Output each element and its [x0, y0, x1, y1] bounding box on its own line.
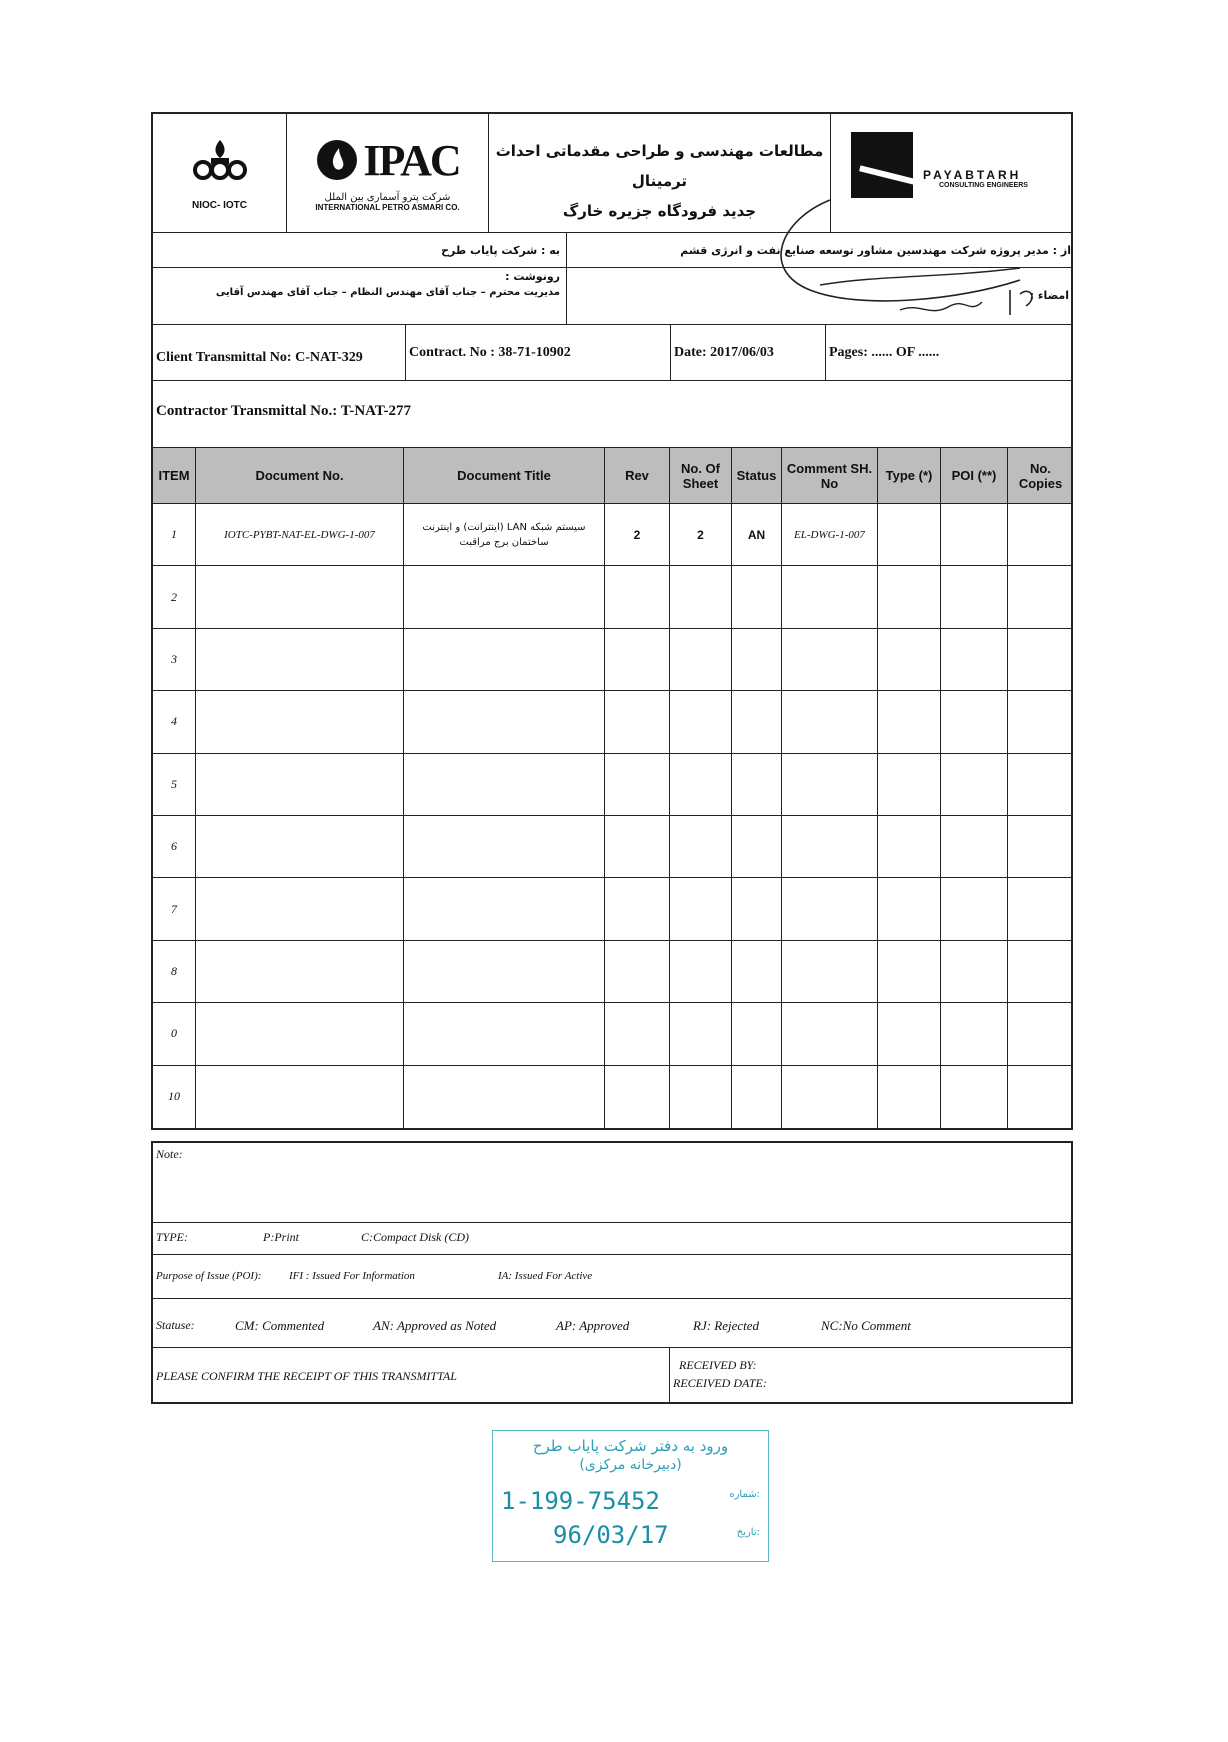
cell-comment	[781, 1003, 877, 1064]
cell-doc-title	[403, 816, 604, 877]
col-comment: Comment SH. No	[781, 448, 877, 503]
cell-poi	[940, 941, 1007, 1002]
cell-doc-title	[403, 1003, 604, 1064]
col-doc-title: Document Title	[403, 448, 604, 503]
cell-item: 3	[171, 651, 177, 666]
note-label: Note:	[156, 1147, 183, 1161]
cell-sheets	[669, 941, 731, 1002]
cell-sheets	[669, 878, 731, 939]
cell-poi	[940, 629, 1007, 690]
cell-comment	[781, 941, 877, 1002]
cell-comment	[781, 816, 877, 877]
cell-rev	[604, 1003, 669, 1064]
table-row	[153, 629, 1071, 691]
ipac-name-fa: شرکت پترو آسماری بین الملل	[324, 191, 451, 203]
cell-item: 8	[171, 963, 177, 978]
signature-label: امضاء :	[566, 268, 1073, 324]
cell-sheets: 2	[669, 504, 731, 565]
cell-sheets	[669, 1003, 731, 1064]
confirm-row	[153, 1348, 1071, 1402]
cell-item: 5	[171, 776, 177, 791]
cell-poi	[940, 816, 1007, 877]
table-row	[153, 691, 1071, 753]
type-print: P:Print	[263, 1230, 299, 1244]
cell-status	[731, 941, 781, 1002]
cell-rev	[604, 691, 669, 752]
notes-block	[151, 1141, 1073, 1404]
poi-row	[153, 1255, 1071, 1299]
cell-comment	[781, 691, 877, 752]
note-row	[153, 1143, 1071, 1223]
cell-comment	[781, 878, 877, 939]
cell-doc-title	[403, 941, 604, 1002]
from-sender: از : مدیر پروژه شرکت مهندسین مشاور توسعه صنایع نفت و انرژی قشم	[566, 233, 1073, 267]
cell-doc-title	[403, 629, 604, 690]
ipac-drop-icon	[315, 138, 359, 182]
status-cm: CM: Commented	[235, 1318, 325, 1333]
table-header	[153, 448, 1071, 504]
cell-type	[877, 1066, 940, 1128]
cell-doc-no	[195, 816, 403, 877]
cell-type	[877, 1003, 940, 1064]
cell-poi	[940, 1003, 1007, 1064]
cell-poi	[940, 878, 1007, 939]
cell-poi	[940, 566, 1007, 627]
status-nc: NC:No Comment	[821, 1318, 911, 1333]
cell-copies	[1007, 878, 1073, 939]
status-row	[153, 1299, 1071, 1348]
cell-item: 2	[171, 589, 177, 604]
status-rj: RJ: Rejected	[693, 1318, 760, 1333]
cell-copies	[1007, 754, 1073, 815]
cell-doc-title	[403, 1066, 604, 1128]
contract-no: Contract. No : 38-71-10902	[405, 325, 670, 380]
payabtarh-mark-icon	[851, 132, 913, 198]
status-ap: AP: Approved	[556, 1318, 630, 1333]
cell-comment	[781, 629, 877, 690]
cell-type	[877, 754, 940, 815]
ipac-name-en: INTERNATIONAL PETRO ASMARI CO.	[315, 202, 460, 212]
cell-copies	[1007, 1003, 1073, 1064]
cell-status	[731, 1066, 781, 1128]
col-poi: POI (**)	[940, 448, 1007, 503]
cell-type	[877, 504, 940, 565]
cell-rev	[604, 941, 669, 1002]
pages: Pages: ...... OF ......	[825, 325, 1073, 380]
cell-copies	[1007, 691, 1073, 752]
confirm-text: PLEASE CONFIRM THE RECEIPT OF THIS TRANSMITTAL	[156, 1369, 457, 1383]
cell-status	[731, 629, 781, 690]
cell-rev	[604, 754, 669, 815]
col-sheets: No. Of Sheet	[669, 448, 731, 503]
cell-rev	[604, 566, 669, 627]
poi-label: Purpose of Issue (POI):	[156, 1270, 262, 1282]
cell-poi	[940, 691, 1007, 752]
cell-doc-title	[403, 691, 604, 752]
cell-doc-no	[195, 941, 403, 1002]
status-an: AN: Approved as Noted	[373, 1318, 497, 1333]
cell-doc-title	[403, 754, 604, 815]
table-row	[153, 566, 1071, 628]
cell-status	[731, 566, 781, 627]
cell-doc-no	[195, 878, 403, 939]
cell-doc-no	[195, 566, 403, 627]
cell-type	[877, 816, 940, 877]
cell-item: 1	[171, 527, 177, 542]
divider	[669, 1348, 670, 1402]
ipac-logo	[286, 114, 488, 232]
stamp-number: 1-199-75452	[501, 1487, 660, 1515]
cell-rev	[604, 1066, 669, 1128]
date: Date: 2017/06/03	[670, 325, 825, 380]
table-row	[153, 941, 1071, 1003]
cell-copies	[1007, 941, 1073, 1002]
cell-status	[731, 878, 781, 939]
cc-block	[153, 268, 566, 324]
cell-type	[877, 691, 940, 752]
cell-type	[877, 629, 940, 690]
poi-ia: IA: Issued For Active	[498, 1270, 593, 1282]
cell-sheets	[669, 754, 731, 815]
cell-rev	[604, 816, 669, 877]
client-transmittal: Client Transmittal No: C-NAT-329	[156, 350, 363, 365]
col-doc-no: Document No.	[195, 448, 403, 503]
table-row	[153, 1066, 1071, 1128]
cc-label: رونوشت :	[505, 270, 560, 283]
cell-comment	[781, 1066, 877, 1128]
signature-scribble	[720, 190, 1080, 340]
stamp-line1: ورود به دفتر شرکت پایاب طرح	[532, 1437, 729, 1455]
consultant-sub: CONSULTING ENGINEERS	[939, 182, 1028, 189]
stamp-date: 96/03/17	[553, 1521, 669, 1549]
cell-copies	[1007, 629, 1073, 690]
cell-type	[877, 566, 940, 627]
cell-item: 10	[168, 1089, 180, 1104]
stamp-date-label: تاریخ:	[736, 1527, 760, 1538]
contractor-transmittal: Contractor Transmittal No.: T-NAT-277	[156, 403, 411, 419]
nioc-logo	[153, 114, 286, 232]
contractor-row	[153, 381, 1071, 448]
cell-status	[731, 754, 781, 815]
type-row	[153, 1223, 1071, 1255]
col-type: Type (*)	[877, 448, 940, 503]
cell-copies	[1007, 504, 1073, 565]
cell-poi	[940, 504, 1007, 565]
cell-copies	[1007, 566, 1073, 627]
col-copies: No. Copies	[1007, 448, 1073, 503]
ipac-logo-text: IPAC	[363, 135, 460, 185]
cell-doc-no	[195, 754, 403, 815]
cell-status: AN	[731, 504, 781, 565]
cell-poi	[940, 754, 1007, 815]
status-label: Statuse:	[156, 1318, 195, 1332]
cell-copies	[1007, 816, 1073, 877]
cell-sheets	[669, 1066, 731, 1128]
consultant-name: PAYABTARH	[923, 168, 1022, 182]
table-row	[153, 816, 1071, 878]
nioc-emblem-icon	[191, 136, 249, 186]
cell-rev: 2	[604, 504, 669, 565]
to-recipient: به : شرکت پایاب طرح	[441, 244, 560, 257]
col-item: ITEM	[158, 468, 190, 483]
cell-doc-no	[195, 1066, 403, 1128]
col-rev: Rev	[604, 448, 669, 503]
cell-doc-title: سیستم شبکه LAN (اینترانت) و اینترنت ساختمان برج مراقبت	[403, 504, 604, 565]
cell-item: 6	[171, 839, 177, 854]
cell-doc-no	[195, 691, 403, 752]
table-row	[153, 754, 1071, 816]
cell-comment	[781, 566, 877, 627]
cell-doc-title	[403, 566, 604, 627]
cell-poi	[940, 1066, 1007, 1128]
cell-status	[731, 1003, 781, 1064]
cell-item: 7	[171, 901, 177, 916]
cell-status	[731, 816, 781, 877]
stamp-number-label: شماره:	[729, 1489, 760, 1500]
cell-doc-no: IOTC-PYBT-NAT-EL-DWG-1-007	[195, 504, 403, 565]
cell-sheets	[669, 816, 731, 877]
cell-type	[877, 941, 940, 1002]
cell-sheets	[669, 566, 731, 627]
cell-sheets	[669, 629, 731, 690]
cell-comment	[781, 754, 877, 815]
received-by: RECEIVED BY:	[679, 1358, 757, 1372]
type-cd: C:Compact Disk (CD)	[361, 1230, 469, 1244]
cell-sheets	[669, 691, 731, 752]
table-row	[153, 1003, 1071, 1065]
cell-item: 4	[171, 714, 177, 729]
col-status: Status	[731, 448, 781, 503]
cell-doc-no	[195, 629, 403, 690]
project-title-line2: جدید فرودگاه جزیره خارگ	[562, 202, 757, 220]
cell-doc-title	[403, 878, 604, 939]
cell-type	[877, 878, 940, 939]
cell-rev	[604, 629, 669, 690]
cc-recipients: مدیریت محترم – جناب آقای مهندس النظام – جناب آقای مهندس آقایی	[215, 287, 560, 298]
cell-comment: EL-DWG-1-007	[781, 504, 877, 565]
stamp-line2: (دبیرخانه مرکزی)	[579, 1457, 682, 1473]
project-title-line1: مطالعات مهندسی و طراحی مقدماتی احداث ترمینال	[495, 142, 824, 190]
table-row	[153, 878, 1071, 940]
type-label: TYPE:	[156, 1230, 189, 1244]
receipt-stamp	[492, 1430, 769, 1562]
poi-ifi: IFI : Issued For Information	[289, 1270, 415, 1282]
cell-copies	[1007, 1066, 1073, 1128]
received-date: RECEIVED DATE:	[673, 1376, 767, 1390]
cell-rev	[604, 878, 669, 939]
cell-item: 0	[171, 1026, 177, 1041]
cell-status	[731, 691, 781, 752]
cell-doc-no	[195, 1003, 403, 1064]
table-row	[153, 504, 1071, 566]
nioc-label: NIOC- IOTC	[192, 199, 247, 211]
